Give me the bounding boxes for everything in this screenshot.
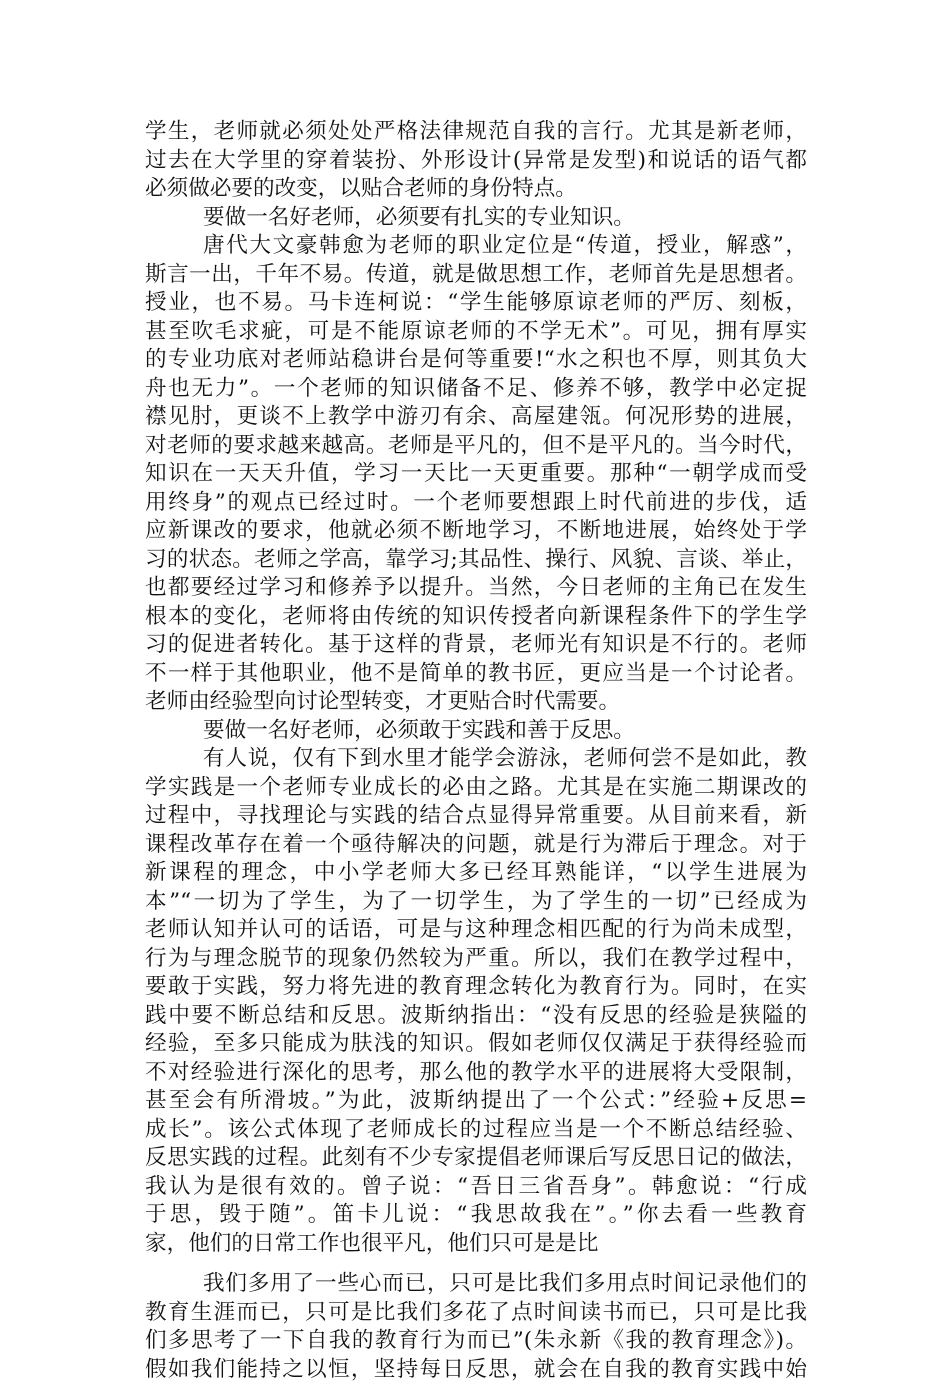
text-line: 过程中，寻找理论与实践的结合点显得异常重要。从目前来看，新 bbox=[145, 802, 807, 831]
text-line: 教育生涯而已，只可是比我们多花了点时间读书而已，只可是比我 bbox=[145, 1299, 807, 1328]
text-line: 行为与理念脱节的现象仍然较为严重。所以，我们在教学过程中， bbox=[145, 945, 807, 974]
text-line: 我认为是很有效的。曾子说：“吾日三省吾身”。韩愈说：“行成 bbox=[145, 1173, 807, 1202]
text-line: 对老师的要求越来越高。老师是平凡的，但不是平凡的。当今时代， bbox=[145, 432, 807, 461]
text-line: 斯言一出，千年不易。传道，就是做思想工作，老师首先是思想者。 bbox=[145, 261, 807, 290]
text-line: 假如我们能持之以恒，坚持每日反思，就会在自我的教育实践中始 bbox=[145, 1356, 807, 1384]
text-line: 有人说，仅有下到水里才能学会游泳，老师何尝不是如此，教 bbox=[145, 745, 807, 774]
text-line: 习的状态。老师之学高，靠学习;其品性、操行、风貌、言谈、举止， bbox=[145, 546, 807, 575]
text-line: 老师认知并认可的话语，可是与这种理念相匹配的行为尚未成型， bbox=[145, 916, 807, 945]
text-line: 唐代大文豪韩愈为老师的职业定位是“传道，授业，解惑”， bbox=[145, 232, 807, 261]
text-line: 授业，也不易。马卡连柯说：“学生能够原谅老师的严厉、刻板， bbox=[145, 289, 807, 318]
text-line: 学实践是一个老师专业成长的必由之路。尤其是在实施二期课改的 bbox=[145, 774, 807, 803]
text-line: 我们多用了一些心而已，只可是比我们多用点时间记录他们的 bbox=[145, 1270, 807, 1299]
text-line: 习的促进者转化。基于这样的背景，老师光有知识是不行的。老师 bbox=[145, 631, 807, 660]
text-line: 学生，老师就必须处处严格法律规范自我的言行。尤其是新老师， bbox=[145, 118, 807, 147]
text-line: 必须做必要的改变，以贴合老师的身份特点。 bbox=[145, 175, 807, 204]
text-line: 过去在大学里的穿着装扮、外形设计(异常是发型)和说话的语气都 bbox=[145, 147, 807, 176]
text-line: 课程改革存在着一个亟待解决的问题，就是行为滞后于理念。对于 bbox=[145, 831, 807, 860]
text-line: 本”“一切为了学生，为了一切学生，为了学生的一切”已经成为 bbox=[145, 888, 807, 917]
text-line: 要做一名好老师，必须要有扎实的专业知识。 bbox=[145, 204, 807, 233]
text-line: 知识在一天天升值，学习一天比一天更重要。那种“一朝学成而受 bbox=[145, 460, 807, 489]
text-line: 成长”。该公式体现了老师成长的过程应当是一个不断总结经验、 bbox=[145, 1116, 807, 1145]
text-line: 不对经验进行深化的思考，那么他的教学水平的进展将大受限制， bbox=[145, 1059, 807, 1088]
text-line: 不一样于其他职业，他不是简单的教书匠，更应当是一个讨论者。 bbox=[145, 660, 807, 689]
text-line: 家，他们的日常工作也很平凡，他们只可是是比 bbox=[145, 1230, 807, 1259]
text-line: 要做一名好老师，必须敢于实践和善于反思。 bbox=[145, 717, 807, 746]
text-line: 应新课改的要求，他就必须不断地学习，不断地进展，始终处于学 bbox=[145, 517, 807, 546]
text-line: 经验，至多只能成为肤浅的知识。假如老师仅仅满足于获得经验而 bbox=[145, 1030, 807, 1059]
paragraph-gap bbox=[145, 1258, 807, 1270]
text-line: 老师由经验型向讨论型转变，才更贴合时代需要。 bbox=[145, 688, 807, 717]
text-line: 甚至会有所滑坡。”为此，波斯纳提出了一个公式：”经验+反思= bbox=[145, 1087, 807, 1116]
text-line: 新课程的理念，中小学老师大多已经耳熟能详，“以学生进展为 bbox=[145, 859, 807, 888]
text-line: 襟见肘，更谈不上教学中游刃有余、高屋建瓴。何况形势的进展， bbox=[145, 403, 807, 432]
text-line: 反思实践的过程。此刻有不少专家提倡老师课后写反思日记的做法， bbox=[145, 1144, 807, 1173]
text-line: 也都要经过学习和修养予以提升。当然，今日老师的主角已在发生 bbox=[145, 574, 807, 603]
text-line: 践中要不断总结和反思。波斯纳指出：“没有反思的经验是狭隘的 bbox=[145, 1002, 807, 1031]
text-line: 的专业功底对老师站稳讲台是何等重要!“水之积也不厚，则其负大 bbox=[145, 346, 807, 375]
document-page bbox=[145, 118, 807, 1384]
text-line: 甚至吹毛求疵，可是不能原谅老师的不学无术”。可见，拥有厚实 bbox=[145, 318, 807, 347]
text-line: 要敢于实践，努力将先进的教育理念转化为教育行为。同时，在实 bbox=[145, 973, 807, 1002]
text-line: 舟也无力”。一个老师的知识储备不足、修养不够，教学中必定捉 bbox=[145, 375, 807, 404]
text-line: 根本的变化，老师将由传统的知识传授者向新课程条件下的学生学 bbox=[145, 603, 807, 632]
text-line: 于思，毁于随”。笛卡儿说：“我思故我在”。”你去看一些教育 bbox=[145, 1201, 807, 1230]
text-line: 们多思考了一下自我的教育行为而已”(朱永新《我的教育理念》)。 bbox=[145, 1327, 807, 1356]
text-line: 用终身”的观点已经过时。一个老师要想跟上时代前进的步伐，适 bbox=[145, 489, 807, 518]
